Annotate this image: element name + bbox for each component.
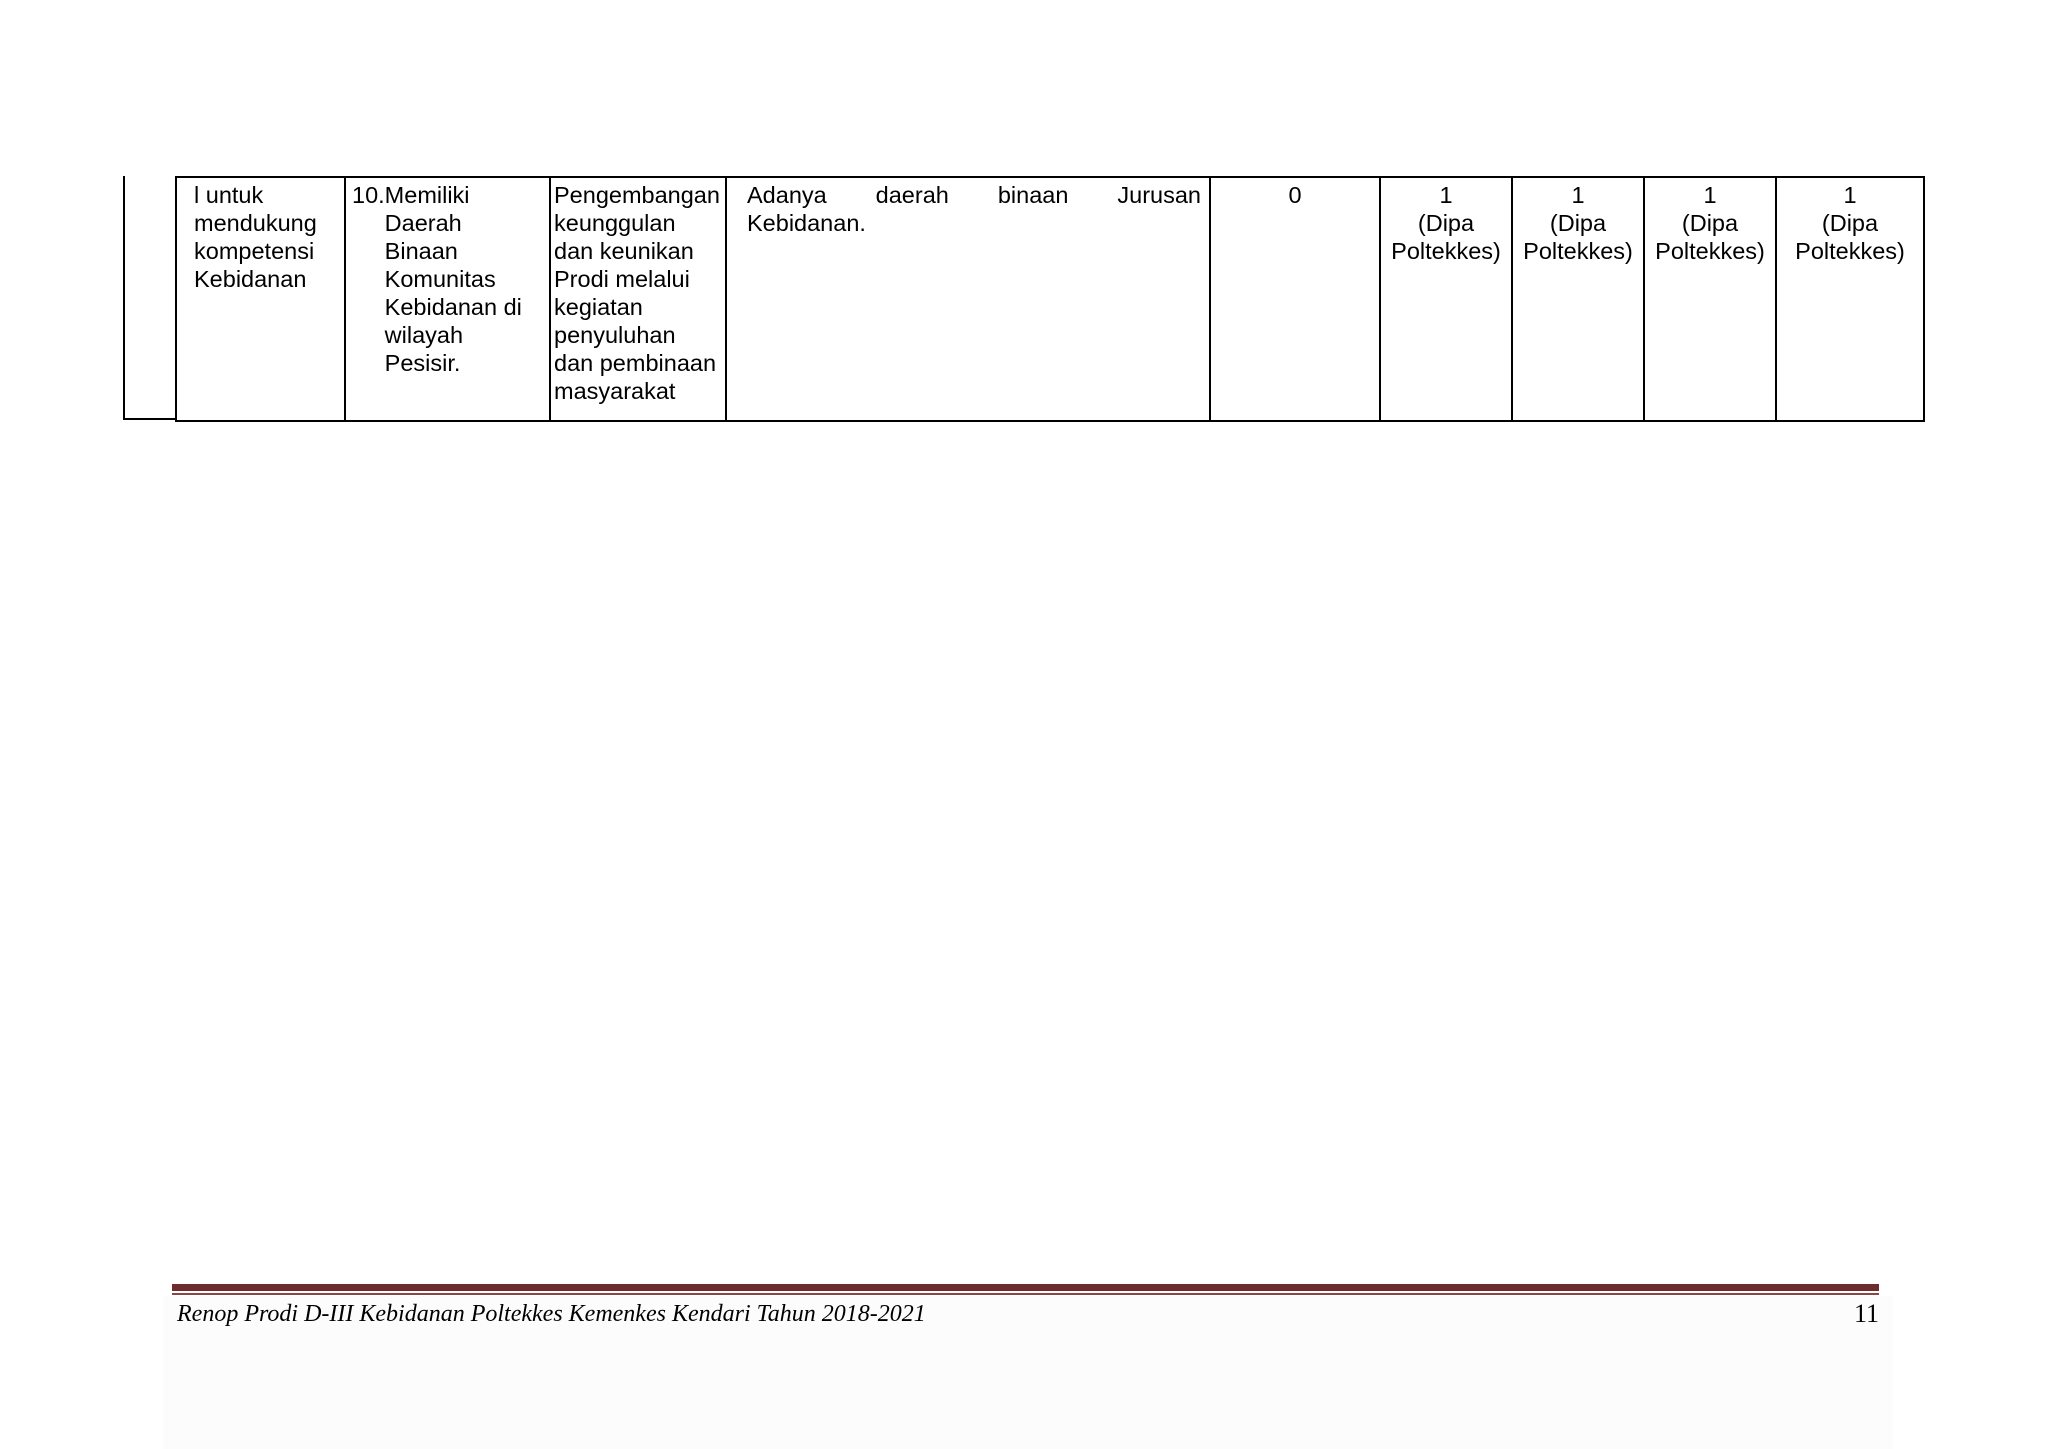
footer-rule: [172, 1284, 1879, 1291]
description-word: Adanya: [747, 182, 827, 208]
cell-description: [726, 177, 1210, 421]
cell-goal: l untuk mendukung kompetensi Kebidanan: [176, 177, 345, 421]
cell-target-4: 1 (Dipa Poltekkes): [1776, 177, 1924, 421]
footer-rule-thin: [172, 1293, 1879, 1295]
item-text: Memiliki Daerah Binaan Komunitas Kebidanan di wilayah Pesisir.: [384, 182, 522, 376]
numbered-item: [352, 181, 543, 377]
cell-baseline: 0: [1210, 177, 1380, 421]
description-line-1: [747, 181, 1201, 209]
footer-title: Renop Prodi D-III Kebidanan Poltekkes Kemenkes Kendari Tahun 2018-2021: [177, 1301, 926, 1327]
description-line-2: Kebidanan.: [747, 210, 866, 236]
description-word: daerah: [875, 182, 949, 208]
table-left-bottom-border: [123, 418, 176, 420]
cell-target-2: 1 (Dipa Poltekkes): [1512, 177, 1644, 421]
cell-target-1: 1 (Dipa Poltekkes): [1380, 177, 1512, 421]
renop-table: [175, 176, 1925, 422]
description-word: binaan: [997, 182, 1069, 208]
table-row: [176, 177, 1924, 421]
item-number: 10.: [352, 182, 385, 208]
cell-target-3: 1 (Dipa Poltekkes): [1644, 177, 1776, 421]
cell-indicator: [345, 177, 550, 421]
table-left-border: [123, 176, 125, 420]
cell-strategy: Pengembangan keunggulan dan keunikan Prodi melalui kegiatan penyuluhan dan pembinaan masyarakat: [550, 177, 726, 421]
description-word: Jurusan: [1117, 182, 1201, 208]
page-number: 11: [1853, 1299, 1879, 1328]
